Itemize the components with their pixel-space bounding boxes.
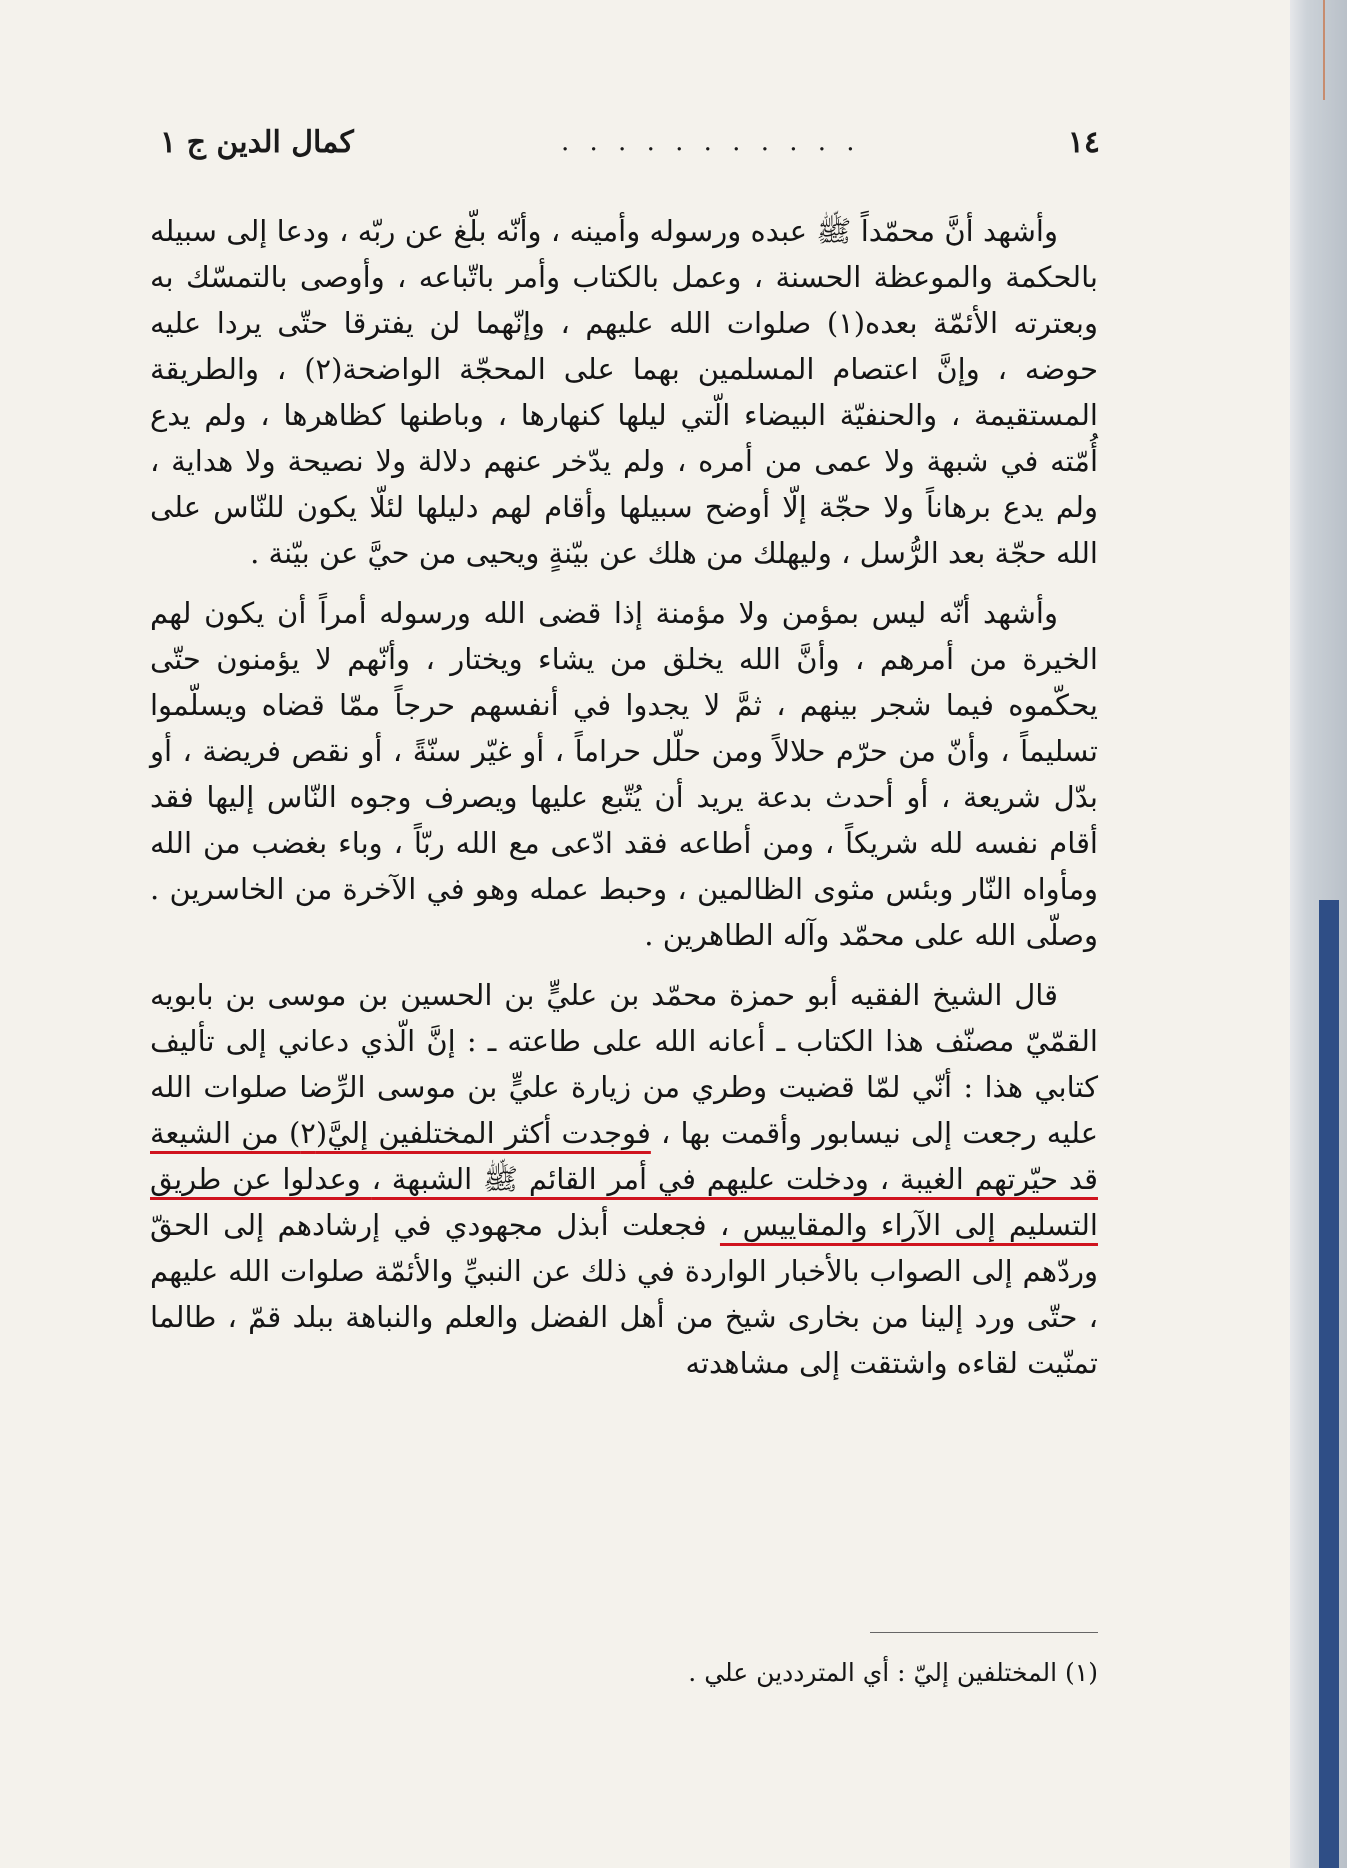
paragraph-3 [150, 972, 1098, 1386]
book-title: كمال الدين ج ١ [160, 124, 354, 160]
page-number: ١٤ [1067, 124, 1100, 160]
header-dots: . . . . . . . . . . . [561, 127, 861, 157]
main-text [150, 208, 1098, 1386]
page-header [160, 122, 1100, 162]
underlined-passage-2: وعدلوا عن طريق التسليم إلى الآراء والمقاييس ، [150, 1162, 1098, 1242]
binding-cover [1319, 900, 1339, 1868]
paragraph-3-end: فجعلت أبذل مجهودي في إرشادهم إلى الحقّ وردّهم إلى الصواب بالأخبار الواردة في ذلك عن النبيِّ والأئمّة صلوات الله عليهم ، حتّى ورد إلينا من بخارى شيخ من أهل الفضل والعلم والنباهة ببلد قمّ ، طالما تمنّيت لقاءه واشتقت إلى مشاهدته [150, 1208, 1098, 1380]
paragraph-3-start: قال الشيخ الفقيه أبو حمزة محمّد بن عليٍّ بن الحسين بن موسى بن بابويه القمّيّ مصنّف هذا الكتاب ـ أعانه الله على طاعته ـ : إنَّ الّذي دعاني إلى تأليف كتابي هذا : أنّي لمّا قضيت وطري من زيارة عليٍّ بن موسى الرِّضا صلوات الله عليه رجعت إلى نيسابور وأقمت بها ، [150, 978, 1098, 1150]
paragraph-1: وأشهد أنَّ محمّداً ﷺ عبده ورسوله وأمينه ، وأنّه بلّغ عن ربّه ، ودعا إلى سبيله بالحكمة والموعظة الحسنة ، وعمل بالكتاب وأمر باتّباعه ، وأوصى بالتمسّك به وبعترته الأئمّة بعده(١) صلوات الله عليهم ، وإنّهما لن يفترقا حتّى يردا عليه حوضه ، وإنَّ اعتصام المسلمين بهما على المحجّة الواضحة(٢) ، والطريقة المستقيمة ، والحنفيّة البيضاء الّتي ليلها كنهارها ، وباطنها كظاهرها ، ولم يدع أُمّته في شبهة ولا عمى من أمره ، ولم يدّخر عنهم دلالة ولا نصيحة ولا هداية ، ولم يدع برهاناً ولا حجّة إلّا أوضح سبيلها وأقام لهم دليلها لئلّا يكون للنّاس على الله حجّة بعد الرُّسل ، وليهلك من هلك عن بيّنةٍ ويحيى من حيَّ عن بيّنة . [150, 214, 1098, 570]
footnote-divider [870, 1632, 1098, 1633]
underlined-passage-1: فوجدت أكثر المختلفين إليَّ(٢) من الشيعة قد حيّرتهم الغيبة ، ودخلت عليهم في أمر القائم ﷺ الشبهة ، [150, 1116, 1098, 1196]
footnote: (١) المختلفين إليّ : أي المترددين علي . [688, 1658, 1098, 1687]
paragraph-2: وأشهد أنّه ليس بمؤمن ولا مؤمنة إذا قضى الله ورسوله أمراً أن يكون لهم الخيرة من أمرهم ، وأنَّ الله يخلق من يشاء ويختار ، وأنّهم لا يؤمنون حتّى يحكّموه فيما شجر بينهم ، ثمَّ لا يجدوا في أنفسهم حرجاً ممّا قضاه ويسلّموا تسليماً ، وأنّ من حرّم حلالاً ومن حلّل حراماً ، أو غيّر سنّةً ، أو نقص فريضة ، أو بدّل شريعة ، أو أحدث بدعة يريد أن يُتّبع عليها ويصرف وجوه النّاس إليها فقد أقام نفسه لله شريكاً ، ومن أطاعه فقد ادّعى مع الله ربّاً ، وباء بغضب من الله ومأواه النّار وبئس مثوى الظالمين ، وحبط عمله وهو في الآخرة من الخاسرين . وصلّى الله على محمّد وآله الطاهرين . [150, 596, 1098, 952]
edge-marker [1323, 0, 1325, 100]
